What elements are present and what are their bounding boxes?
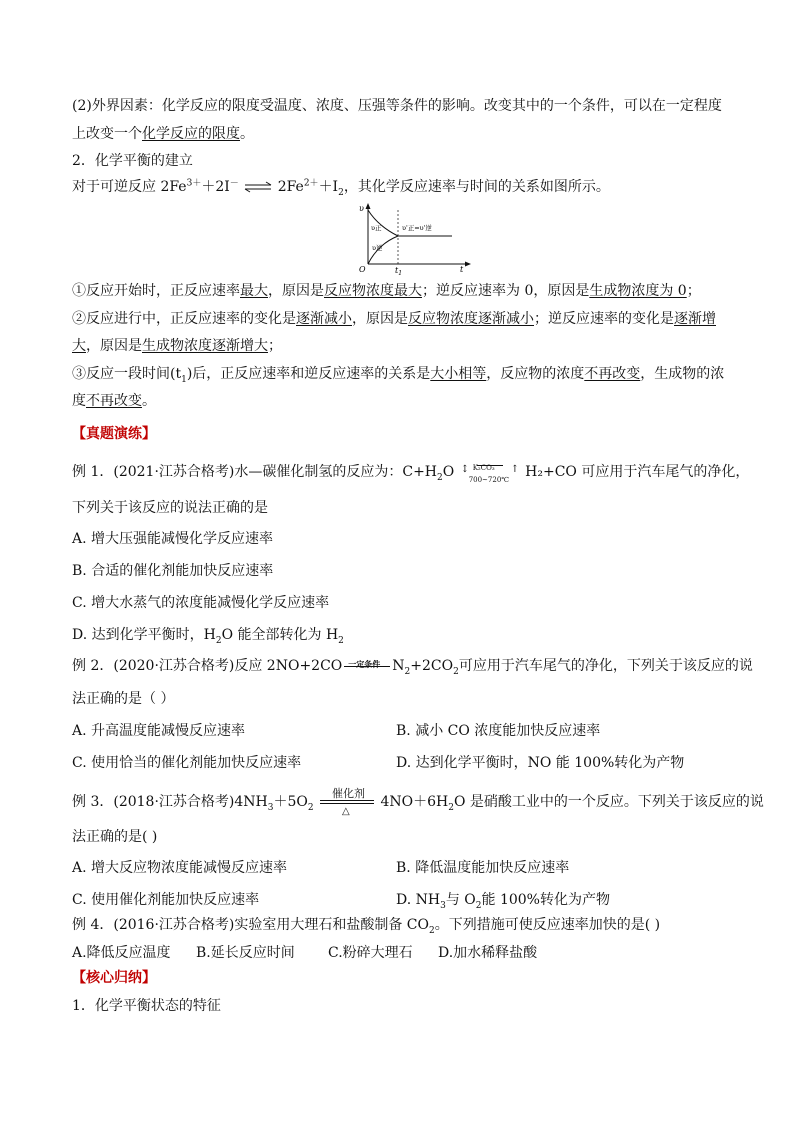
subscript: 2 xyxy=(475,900,482,911)
ex4-option-b: B.延长反应时间 xyxy=(196,945,295,961)
point-1 xyxy=(72,281,701,301)
y-axis-arrow-icon xyxy=(366,203,371,209)
text: D. 达到化学平衡时，H xyxy=(72,627,216,643)
core-item-1: 1．化学平衡状态的特征 xyxy=(72,998,221,1014)
section-heading-core: 【核心归纳】 xyxy=(72,970,156,986)
condition-catalyst: K₂CO₃ xyxy=(472,464,495,472)
text: N xyxy=(392,658,405,674)
superscript: 2＋ xyxy=(303,178,319,189)
origin-label: O xyxy=(359,265,366,274)
text: ； xyxy=(268,338,282,354)
subscript: 2 xyxy=(448,802,454,813)
point-2-line2 xyxy=(72,336,282,356)
text: 2Fe xyxy=(277,179,304,195)
forward-rate-curve xyxy=(368,210,452,236)
subscript: 2 xyxy=(215,635,222,646)
condition-temperature: 700~720℃ xyxy=(468,476,510,484)
text: 与 O xyxy=(445,892,476,908)
ex3-stem-line2: 法正确的是( ) xyxy=(72,829,158,845)
condition-label: 一定条件 xyxy=(348,659,381,669)
section-title-equilibrium: 2．化学平衡的建立 xyxy=(72,153,193,169)
superscript: － xyxy=(229,178,239,189)
underlined-answer: 不再改变 xyxy=(86,393,142,409)
ex1-stem-line1 xyxy=(72,462,749,482)
text: D. NH xyxy=(396,892,441,908)
text: H₂+CO 可应用于汽车尾气的净化， xyxy=(525,464,750,480)
text: ＋2I xyxy=(201,179,230,195)
text: 。下列措施可使反应速率加快的是( ) xyxy=(434,917,661,933)
text: 。 xyxy=(142,393,156,409)
text: ；逆反应速率的变化是 xyxy=(534,311,674,327)
text: 对于可逆反应 2Fe xyxy=(72,179,187,195)
text: 能 100%转化为产物 xyxy=(481,892,610,908)
text: 。 xyxy=(240,126,254,142)
subscript: 1 xyxy=(181,374,187,385)
forward-rate-label: υ正 xyxy=(371,224,382,232)
subscript: 2 xyxy=(404,666,411,677)
text: ，其化学反应速率与时间的关系如图所示。 xyxy=(343,179,610,195)
subscript: 2 xyxy=(429,925,435,936)
rate-time-graph xyxy=(352,200,482,276)
ex4-stem xyxy=(72,915,660,935)
ex2-option-d: D. 达到化学平衡时，NO 能 100%转化为产物 xyxy=(396,755,685,771)
text: ，反应物的浓度 xyxy=(486,366,585,382)
underlined-answer: 逐渐减小 xyxy=(296,311,352,327)
text: 度 xyxy=(72,393,86,409)
text: 例 1．(2021·江苏合格考)水—碳催化制氢的反应为：C+H xyxy=(72,464,438,480)
text: 上改变一个 xyxy=(72,126,142,142)
arrow-line xyxy=(477,465,503,466)
paragraph-factors-line2 xyxy=(72,124,254,144)
text: ＋5O xyxy=(273,794,308,810)
ex1-option-c: C. 增大水蒸气的浓度能减慢化学反应速率 xyxy=(72,595,330,611)
text: ＋I xyxy=(318,179,339,195)
condition-heat: △ xyxy=(342,806,350,817)
ex4-option-c: C.粉碎大理石 xyxy=(328,945,413,961)
ex2-option-c: C. 使用恰当的催化剂能加快反应速率 xyxy=(72,755,302,771)
paragraph-reversible-reaction xyxy=(72,177,610,197)
ex2-option-a: A. 升高温度能减慢反应速率 xyxy=(72,723,246,739)
text: 例 2．(2020·江苏合格考)反应 2NO+2CO xyxy=(72,658,343,674)
ex2-stem-line2: 法正确的是（ ） xyxy=(72,691,175,707)
subscript: 2 xyxy=(437,472,443,483)
text: O xyxy=(442,464,455,480)
x-axis-label: t xyxy=(460,265,464,274)
underlined-answer: 最大 xyxy=(240,283,268,299)
subscript: 2 xyxy=(338,635,344,646)
text: ，原因是 xyxy=(86,338,142,354)
text: ③反应一段时间(t xyxy=(72,366,182,382)
subscript: 3 xyxy=(440,900,446,911)
x-axis-arrow-icon xyxy=(465,262,471,267)
text: O 是硝酸工业中的一个反应。下列关于该反应的说 xyxy=(454,794,764,810)
text: ，原因是 xyxy=(352,311,408,327)
text: ； xyxy=(686,283,701,299)
text: 例 4．(2016·江苏合格考)实验室用大理石和盐酸制备 CO xyxy=(72,917,429,933)
ex1-stem-line2: 下列关于该反应的说法正确的是 xyxy=(72,500,268,516)
ex4-option-a: A.降低反应温度 xyxy=(72,945,171,961)
point-3-line2 xyxy=(72,391,156,411)
underlined-answer: 大小相等 xyxy=(430,366,487,382)
ex3-option-a: A. 增大反应物浓度能减慢反应速率 xyxy=(72,860,288,876)
point-2-line1 xyxy=(72,309,716,329)
equal-rate-label: υ'正=υ'逆 xyxy=(402,224,432,232)
arrow-line-top xyxy=(320,800,374,801)
text: ①反应开始时，正反应速率 xyxy=(72,283,240,299)
subscript: 2 xyxy=(338,187,344,198)
ex3-option-c: C. 使用催化剂能加快反应速率 xyxy=(72,892,260,908)
text: ，生成物的浓 xyxy=(640,366,725,382)
subscript: 2 xyxy=(307,802,314,813)
text: ；逆反应速率为 0，原因是 xyxy=(422,283,590,299)
ex4-option-d: D.加水稀释盐酸 xyxy=(438,945,538,961)
text: )后，正反应速率和逆反应速率的关系是 xyxy=(186,366,431,382)
ex3-stem-line1 xyxy=(72,787,764,817)
text: 例 3．(2018·江苏合格考)4NH xyxy=(72,794,268,810)
underlined-answer: 逐渐增 xyxy=(674,311,716,327)
reversible-arrow-icon xyxy=(243,181,273,193)
up-arrow-icon: ↑ xyxy=(510,464,520,475)
underlined-answer: 生成物浓度为 0 xyxy=(589,283,687,299)
underlined-answer: 化学反应的限度 xyxy=(142,126,240,142)
text: +2CO xyxy=(410,658,454,674)
section-heading-practice: 【真题演练】 xyxy=(72,426,156,442)
underlined-answer: 大 xyxy=(72,338,86,354)
paragraph-factors-line1: (2)外界因素：化学反应的限度受温度、浓度、压强等条件的影响。改变其中的一个条件，可以在一定程度 xyxy=(72,98,722,114)
up-down-arrow-icon: ↕ xyxy=(460,464,470,475)
text: 4NO＋6H xyxy=(380,794,449,810)
text: 可应用于汽车尾气的净化，下列关于该反应的说 xyxy=(458,658,753,674)
reverse-rate-label: υ逆 xyxy=(372,244,383,252)
ex2-option-b: B. 减小 CO 浓度能加快反应速率 xyxy=(396,723,601,739)
y-axis-label: υ xyxy=(359,204,364,213)
ex1-option-a: A. 增大压强能减慢化学反应速率 xyxy=(72,531,274,547)
ex1-condition-arrow xyxy=(459,462,521,482)
ex1-option-d xyxy=(72,625,344,645)
ex3-condition-arrow xyxy=(318,787,376,817)
underlined-answer: 反应物浓度最大 xyxy=(324,283,422,299)
arrow-line xyxy=(344,666,390,667)
subscript: 3 xyxy=(267,802,274,813)
ex1-option-b: B. 合适的催化剂能加快反应速率 xyxy=(72,563,274,579)
ex2-condition-arrow xyxy=(342,657,392,675)
t1-label: $t_1$ xyxy=(395,266,403,276)
underlined-answer: 不再改变 xyxy=(584,366,641,382)
ex3-option-b: B. 降低温度能加快反应速率 xyxy=(396,860,570,876)
ex3-option-d xyxy=(396,890,610,910)
superscript: 3＋ xyxy=(186,178,202,189)
point-3-line1 xyxy=(72,364,724,384)
text: ，原因是 xyxy=(268,283,324,299)
ex2-stem-line1 xyxy=(72,656,753,676)
text: ②反应进行中，正反应速率的变化是 xyxy=(72,311,296,327)
underlined-answer: 反应物浓度逐渐减小 xyxy=(408,311,534,327)
condition-catalyst: 催化剂 xyxy=(332,787,366,800)
underlined-answer: 生成物浓度逐渐增大 xyxy=(142,338,268,354)
subscript: 2 xyxy=(453,666,459,677)
text: O 能全部转化为 H xyxy=(221,627,339,643)
